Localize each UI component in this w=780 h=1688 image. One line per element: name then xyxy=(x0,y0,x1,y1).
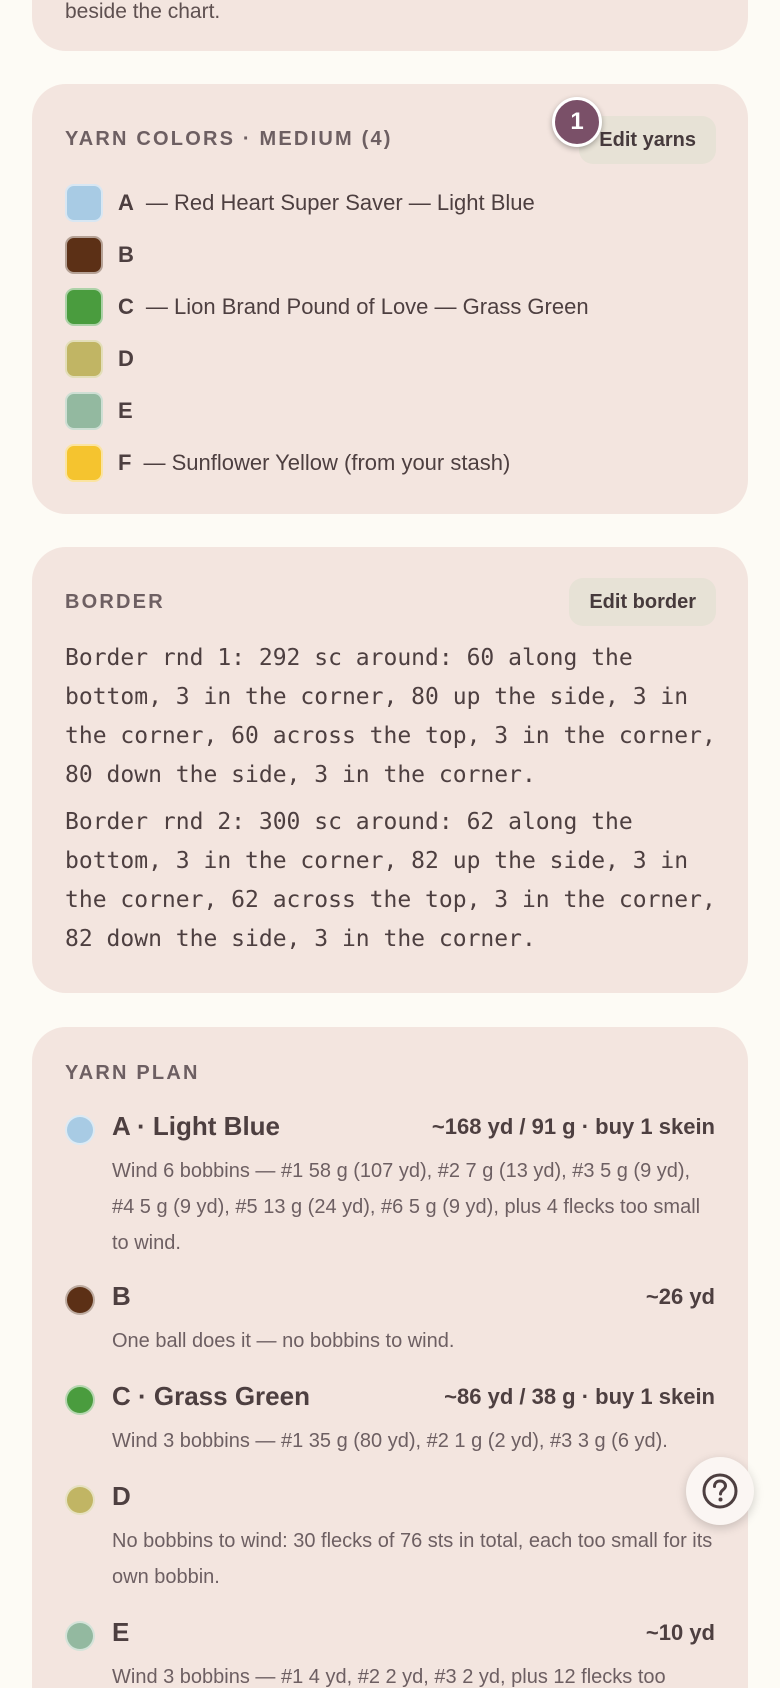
plan-item-quantity: ~10 yd xyxy=(645,1620,715,1645)
plan-item-note: Wind 3 bobbins — #1 4 yd, #2 2 yd, #3 2 yd, plus 12 flecks too xyxy=(112,1666,666,1688)
plan-item-name: B xyxy=(112,1281,131,1311)
yarn-description: — Lion Brand Pound of Love — Grass Green xyxy=(145,294,589,319)
color-dot xyxy=(65,1115,95,1145)
plan-item-c xyxy=(65,1381,715,1459)
yarn-color-row-f xyxy=(65,444,510,482)
yarn-description: — Sunflower Yellow (from your stash) xyxy=(143,450,511,475)
color-dot xyxy=(65,1621,95,1651)
yarn-colors-card xyxy=(32,84,748,514)
plan-item-note: One ball does it — no bobbins to wind. xyxy=(112,1330,455,1352)
yarn-plan-title: YARN PLAN xyxy=(65,1062,200,1084)
swatch-e xyxy=(65,392,103,430)
yarn-letter: F xyxy=(118,450,132,475)
plan-item-name: A · Light Blue xyxy=(112,1111,281,1141)
yarn-color-row-d xyxy=(65,340,146,378)
yarn-color-row-a xyxy=(65,184,535,222)
swatch-f xyxy=(65,444,103,482)
yarn-letter: A xyxy=(118,190,134,215)
border-card xyxy=(32,547,748,993)
border-title: BORDER xyxy=(65,591,165,613)
edit-yarns-button[interactable]: Edit yarns xyxy=(579,116,716,164)
plan-item-a xyxy=(65,1111,715,1261)
color-dot xyxy=(65,1385,95,1415)
yarn-letter: D xyxy=(118,346,134,371)
plan-item-e xyxy=(65,1617,715,1688)
plan-item-quantity: ~86 yd / 38 g · buy 1 skein xyxy=(444,1384,715,1409)
swatch-c xyxy=(65,288,103,326)
plan-item-note: Wind 3 bobbins — #1 35 g (80 yd), #2 1 g (2 yd), #3 3 g (6 yd). xyxy=(112,1430,668,1452)
swatch-a xyxy=(65,184,103,222)
yarn-letter: B xyxy=(118,242,134,267)
plan-item-quantity: ~26 yd xyxy=(645,1284,715,1309)
yarn-description: — Red Heart Super Saver — Light Blue xyxy=(145,190,535,215)
yarn-color-row-c xyxy=(65,288,589,326)
plan-item-quantity: ~168 yd / 91 g · buy 1 skein xyxy=(431,1114,715,1139)
help-circle-icon xyxy=(700,1471,740,1511)
notes-card xyxy=(32,0,748,51)
yarn-plan-card xyxy=(32,1027,748,1688)
plan-item-name: C · Grass Green xyxy=(112,1381,310,1411)
help-button[interactable] xyxy=(686,1457,754,1525)
yarn-letter: E xyxy=(118,398,133,423)
yarn-colors-title: YARN COLORS · MEDIUM (4) xyxy=(65,128,393,150)
yarn-color-row-e xyxy=(65,392,145,430)
border-round-1: Border rnd 1: 292 sc around: 60 along the bottom, 3 in the corner, 80 up the side, 3 in the corner, 60 across the top, 3 in the corner, 80 down the side, 3 in the corner. xyxy=(65,645,716,788)
color-dot xyxy=(65,1485,95,1515)
step-badge: 1 xyxy=(552,97,602,147)
yarn-color-row-b xyxy=(65,236,146,274)
color-dot xyxy=(65,1285,95,1315)
yarn-letter: C xyxy=(118,294,134,319)
plan-item-note: Wind 6 bobbins — #1 58 g (107 yd), #2 7 g (13 yd), #3 5 g (9 yd), #4 5 g (9 yd), #5 13 g (24 yd), #6 5 g (9 yd), plus 4 flecks too small to wind. xyxy=(112,1160,701,1254)
plan-item-b xyxy=(65,1281,715,1359)
swatch-b xyxy=(65,236,103,274)
border-round-2: Border rnd 2: 300 sc around: 62 along the bottom, 3 in the corner, 82 up the side, 3 in the corner, 62 across the top, 3 in the corner, 82 down the side, 3 in the corner. xyxy=(65,809,716,952)
plan-item-d xyxy=(65,1481,715,1595)
notes-continuation-text: beside the chart. xyxy=(65,0,221,23)
plan-item-name: D xyxy=(112,1481,131,1511)
plan-item-note: No bobbins to wind: 30 flecks of 76 sts in total, each too small for its own bobbin. xyxy=(112,1530,713,1588)
edit-border-button[interactable]: Edit border xyxy=(569,578,716,626)
plan-item-name: E xyxy=(112,1617,130,1647)
swatch-d xyxy=(65,340,103,378)
